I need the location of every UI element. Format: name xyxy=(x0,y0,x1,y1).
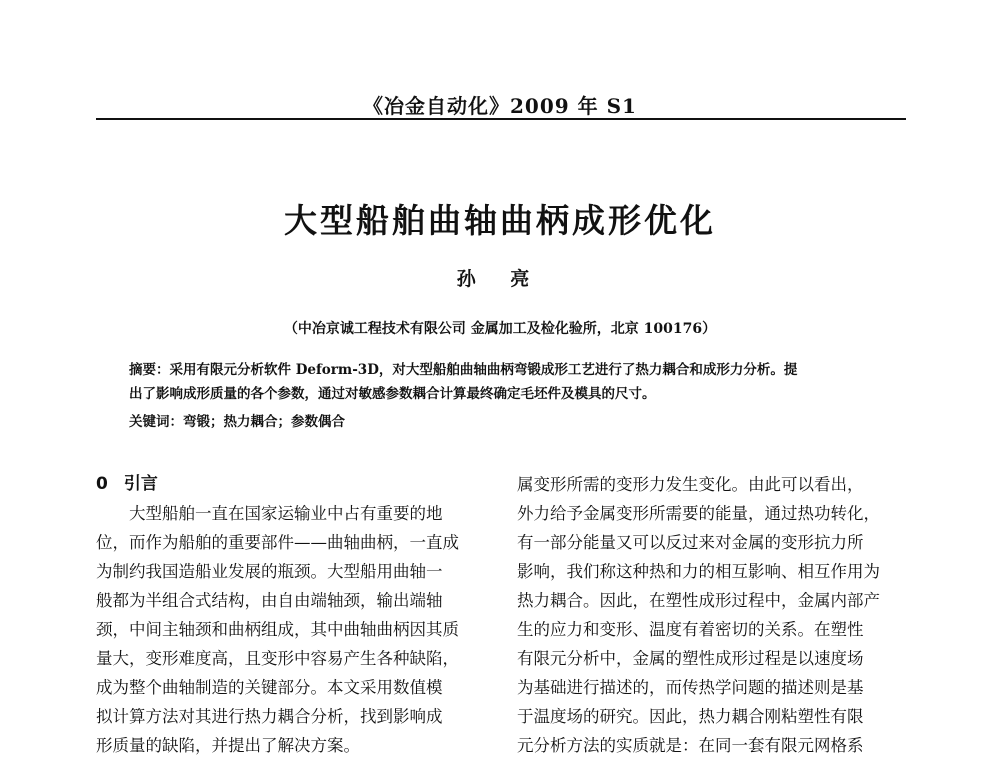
body-line: 属变形所需的变形力发生变化。由此可以看出， xyxy=(517,475,864,494)
abstract-line: 摘要：采用有限元分析软件 Deform-3D，对大型船舶曲轴曲柄弯锻成形工艺进行了热力耦合和成形力分析。提 xyxy=(129,362,798,378)
body-line: 颈，中间主轴颈和曲柄组成，其中曲轴曲柄因其质 xyxy=(96,620,459,639)
header-rule xyxy=(96,118,906,120)
article-author: 孙 亮 xyxy=(456,268,544,290)
body-line: 生的应力和变形、温度有着密切的关系。在塑性 xyxy=(517,620,864,639)
body-line: 般都为半组合式结构，由自由端轴颈，输出端轴 xyxy=(96,591,443,610)
article-title: 大型船舶曲轴曲柄成形优化 xyxy=(284,201,716,240)
abstract-line: 出了影响成形质量的各个参数，通过对敏感参数耦合计算最终确定毛坯件及模具的尺寸。 xyxy=(129,386,656,402)
abstract xyxy=(129,358,874,406)
body-line: 影响，我们称这种热和力的相互影响、相互作用为 xyxy=(517,562,880,581)
body-line: 元分析方法的实质就是：在同一套有限元网格系 xyxy=(517,736,864,755)
body-line: 形质量的缺陷，并提出了解决方案。 xyxy=(96,736,360,755)
left-column xyxy=(96,470,478,760)
body-line: 有限元分析中，金属的塑性成形过程是以速度场 xyxy=(517,649,864,668)
body-line: 于温度场的研究。因此，热力耦合刚粘塑性有限 xyxy=(517,707,864,726)
body-line: 为制约我国造船业发展的瓶颈。大型船用曲轴一 xyxy=(96,562,443,581)
body-line: 外力给予金属变形所需要的能量，通过热功转化， xyxy=(517,504,880,523)
body-line: 有一部分能量又可以反过来对金属的变形抗力所 xyxy=(517,533,864,552)
right-column xyxy=(517,470,899,760)
body-line: 大型船舶一直在国家运输业中占有重要的地 xyxy=(129,504,443,523)
body-line: 成为整个曲轴制造的关键部分。本文采用数值模 xyxy=(96,678,443,697)
keywords: 关键词：弯锻；热力耦合；参数偶合 xyxy=(129,414,345,430)
body-line: 拟计算方法对其进行热力耦合分析，找到影响成 xyxy=(96,707,443,726)
running-head: 《冶金自动化》2009 年 S1 xyxy=(363,94,637,118)
article-affiliation: （中冶京诚工程技术有限公司 金属加工及检化验所，北京 100176） xyxy=(283,321,717,337)
section-number: 0 xyxy=(96,474,108,494)
section-title: 引言 xyxy=(123,474,158,494)
section-heading xyxy=(96,470,478,499)
body-line: 热力耦合。因此，在塑性成形过程中，金属内部产 xyxy=(517,591,880,610)
body-line: 量大，变形难度高，且变形中容易产生各种缺陷， xyxy=(96,649,459,668)
body-line: 为基础进行描述的，而传热学问题的描述则是基 xyxy=(517,678,864,697)
body-line: 位，而作为船舶的重要部件——曲轴曲柄，一直成 xyxy=(96,533,459,552)
